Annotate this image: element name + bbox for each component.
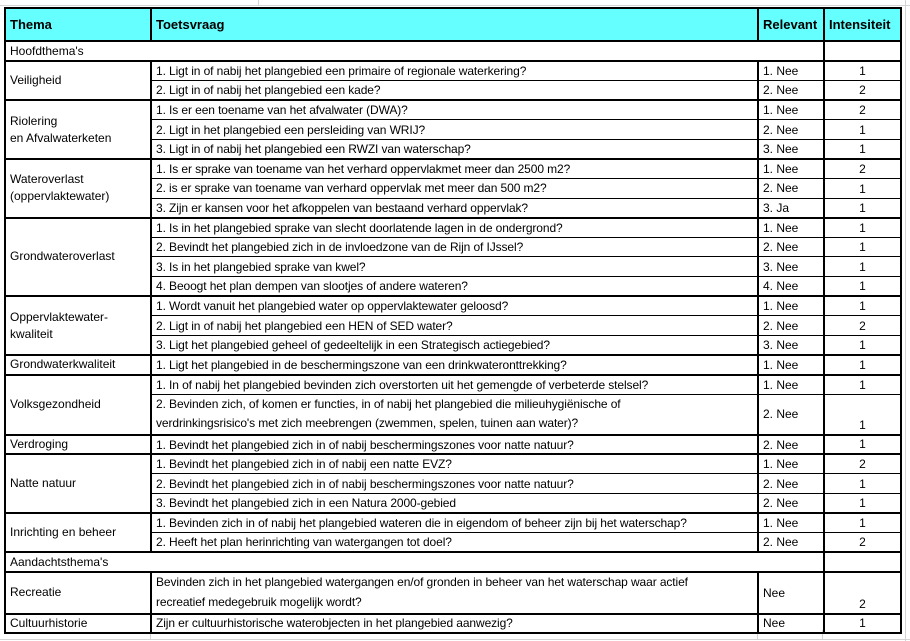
- question-cell[interactable]: 1. Is er een toename van het afvalwater (DWA)?: [151, 100, 758, 120]
- theme-label-line: Inrichting en beheer: [10, 525, 117, 540]
- relevant-cell[interactable]: 3. Nee: [758, 139, 824, 159]
- sheet-gridline-top: [0, 5, 910, 6]
- question-row: [5, 296, 901, 316]
- intensity-cell[interactable]: 1: [824, 120, 901, 140]
- intensity-cell[interactable]: 2: [824, 454, 901, 474]
- intensity-cell[interactable]: 2: [824, 572, 901, 613]
- intensity-cell[interactable]: 1: [824, 394, 901, 435]
- theme-cell[interactable]: [5, 61, 151, 100]
- question-row: [5, 218, 901, 238]
- question-cell[interactable]: 1. Bevindt het plangebied zich in of nabij beschermingszones voor natte natuur?: [151, 435, 758, 455]
- intensity-cell-empty[interactable]: [824, 41, 901, 61]
- theme-label-line: Natte natuur: [10, 476, 77, 491]
- header-row: [5, 8, 901, 41]
- question-cell[interactable]: 3. Bevindt het plangebied zich in een Natura 2000-gebied: [151, 494, 758, 514]
- question-cell[interactable]: 2. Ligt in het plangebied een persleiding van WRIJ?: [151, 120, 758, 140]
- theme-cell[interactable]: [5, 296, 151, 355]
- theme-label-line: Cultuurhistorie: [10, 615, 88, 630]
- intensity-cell[interactable]: 1: [824, 237, 901, 257]
- col-header-thema[interactable]: Thema: [5, 8, 151, 41]
- relevant-cell[interactable]: 2. Nee: [758, 494, 824, 514]
- intensity-cell[interactable]: 1: [824, 179, 901, 199]
- relevant-cell[interactable]: 2. Nee: [758, 474, 824, 494]
- col-header-relevant[interactable]: Relevant: [758, 8, 824, 41]
- question-cell[interactable]: [151, 572, 758, 613]
- sheet-gridline-right: [905, 0, 906, 641]
- theme-cell[interactable]: [5, 355, 151, 375]
- relevant-cell[interactable]: 1. Nee: [758, 100, 824, 120]
- intensity-cell[interactable]: 1: [824, 355, 901, 375]
- intensity-cell-empty[interactable]: [824, 552, 901, 572]
- watertoets-table: [4, 7, 902, 634]
- intensity-cell[interactable]: 2: [824, 533, 901, 553]
- intensity-cell[interactable]: 1: [824, 218, 901, 238]
- theme-cell[interactable]: [5, 159, 151, 218]
- sheet-gridline-bottom: [0, 639, 910, 640]
- question-cell[interactable]: 1. Ligt het plangebied in de beschermingszone van een drinkwateronttrekking?: [151, 355, 758, 375]
- intensity-cell[interactable]: 1: [824, 257, 901, 277]
- theme-label-line: Wateroverlast: [10, 172, 84, 187]
- question-cell[interactable]: 1. Bevinden zich in of nabij het plangebied wateren die in eigendom of beheer zijn bij het waterschap?: [151, 513, 758, 533]
- relevant-cell[interactable]: 2. Nee: [758, 316, 824, 336]
- intensity-cell[interactable]: 1: [824, 61, 901, 81]
- question-row: [5, 159, 901, 179]
- theme-label-line: (oppervlaktewater): [10, 189, 110, 204]
- theme-cell[interactable]: [5, 375, 151, 435]
- theme-cell[interactable]: [5, 454, 151, 513]
- relevant-cell[interactable]: 1. Nee: [758, 159, 824, 179]
- relevant-cell[interactable]: 1. Nee: [758, 296, 824, 316]
- relevant-cell[interactable]: 1. Nee: [758, 218, 824, 238]
- question-row: [5, 435, 901, 455]
- relevant-cell[interactable]: 2. Nee: [758, 394, 824, 435]
- theme-label-line: Grondwaterkwaliteit: [10, 357, 116, 372]
- col-header-toetsvraag[interactable]: Toetsvraag: [151, 8, 758, 41]
- question-cell[interactable]: 3. Ligt het plangebied geheel of gedeeltelijk in een Strategisch actiegebied?: [151, 335, 758, 355]
- question-row: [5, 614, 901, 634]
- question-cell[interactable]: 2. Ligt in of nabij het plangebied een HEN of SED water?: [151, 316, 758, 336]
- question-cell[interactable]: 3. Ligt in of nabij het plangebied een RWZI van waterschap?: [151, 139, 758, 159]
- section-label-cell[interactable]: Hoofdthema's: [5, 41, 824, 61]
- question-text-line: verdrinkingsrisico's met zich meebrengen (zwemmen, spelen, tuinen aan water)?: [156, 416, 579, 431]
- question-cell[interactable]: 1. Is er sprake van toename van het verhard oppervlakmet meer dan 2500 m2?: [151, 159, 758, 179]
- question-cell[interactable]: 2. Heeft het plan herinrichting van watergangen tot doel?: [151, 533, 758, 553]
- intensity-cell[interactable]: 1: [824, 614, 901, 634]
- relevant-cell[interactable]: Nee: [758, 614, 824, 634]
- question-row: [5, 513, 901, 533]
- intensity-cell[interactable]: 1: [824, 139, 901, 159]
- relevant-cell[interactable]: 2. Nee: [758, 179, 824, 199]
- sheet-gridline-col: [258, 0, 259, 6]
- question-cell[interactable]: Zijn er cultuurhistorische waterobjecten in het plangebied aanwezig?: [151, 614, 758, 634]
- question-row: [5, 355, 901, 375]
- theme-cell[interactable]: [5, 614, 151, 634]
- question-cell[interactable]: [151, 394, 758, 435]
- theme-cell[interactable]: [5, 100, 151, 159]
- question-cell[interactable]: 1. Bevindt het plangebied zich in of nabij een natte EVZ?: [151, 454, 758, 474]
- question-row: [5, 61, 901, 81]
- intensity-cell[interactable]: 1: [824, 375, 901, 395]
- theme-cell[interactable]: [5, 572, 151, 613]
- relevant-cell[interactable]: 2. Nee: [758, 120, 824, 140]
- theme-label-line: en Afvalwaterketen: [10, 130, 112, 145]
- question-cell[interactable]: 1. In of nabij het plangebied bevinden zich overstorten uit het gemengde of verbeterde stelsel?: [151, 375, 758, 395]
- relevant-cell[interactable]: 1. Nee: [758, 355, 824, 375]
- intensity-cell[interactable]: 1: [824, 513, 901, 533]
- question-text-line: recreatief medegebruik mogelijk wordt?: [156, 594, 362, 609]
- question-cell[interactable]: 3. Is in het plangebied sprake van kwel?: [151, 257, 758, 277]
- section-row: [5, 41, 901, 61]
- question-cell[interactable]: 2. Bevindt het plangebied zich in de invloedzone van de Rijn of IJssel?: [151, 237, 758, 257]
- table-body: [5, 41, 901, 633]
- intensity-cell[interactable]: 1: [824, 198, 901, 218]
- theme-label-line: Recreatie: [10, 585, 62, 600]
- relevant-cell[interactable]: 2. Nee: [758, 237, 824, 257]
- relevant-cell[interactable]: 2. Nee: [758, 81, 824, 101]
- question-row: [5, 572, 901, 613]
- theme-label-line: Oppervlaktewater-: [10, 309, 109, 324]
- relevant-cell[interactable]: 2. Nee: [758, 435, 824, 455]
- question-row: [5, 375, 901, 395]
- question-cell[interactable]: 1. Ligt in of nabij het plangebied een primaire of regionale waterkering?: [151, 61, 758, 81]
- relevant-cell[interactable]: 3. Nee: [758, 335, 824, 355]
- question-text-line: Bevinden zich in het plangebied watergangen en/of gronden in beheer van het waterschap waar actief: [156, 575, 688, 590]
- question-cell[interactable]: 2. Bevindt het plangebied zich in of nabij beschermingszones voor natte natuur?: [151, 474, 758, 494]
- question-row: [5, 100, 901, 120]
- intensity-cell[interactable]: 2: [824, 81, 901, 101]
- theme-label-line: Grondwateroverlast: [10, 249, 115, 264]
- question-cell[interactable]: 1. Is in het plangebied sprake van slecht doorlatende lagen in de ondergrond?: [151, 218, 758, 238]
- relevant-cell[interactable]: 3. Nee: [758, 257, 824, 277]
- intensity-cell[interactable]: 1: [824, 335, 901, 355]
- question-cell[interactable]: 4. Beoogt het plan dempen van slootjes of andere wateren?: [151, 277, 758, 297]
- relevant-cell[interactable]: 4. Nee: [758, 277, 824, 297]
- intensity-cell[interactable]: 2: [824, 100, 901, 120]
- relevant-cell[interactable]: 1. Nee: [758, 375, 824, 395]
- theme-cell[interactable]: [5, 435, 151, 455]
- relevant-cell[interactable]: 2. Nee: [758, 533, 824, 553]
- section-label-cell[interactable]: Aandachtsthema's: [5, 552, 824, 572]
- intensity-cell[interactable]: 1: [824, 474, 901, 494]
- theme-label-line: Verdroging: [10, 437, 69, 452]
- question-cell[interactable]: 2. Ligt in of nabij het plangebied een kade?: [151, 81, 758, 101]
- intensity-cell[interactable]: 2: [824, 316, 901, 336]
- relevant-cell[interactable]: 1. Nee: [758, 61, 824, 81]
- intensity-cell[interactable]: 1: [824, 494, 901, 514]
- question-text-line: 2. Bevinden zich, of komen er functies, in of nabij het plangebied die milieuhygiënische of: [156, 396, 621, 411]
- col-header-intensiteit[interactable]: Intensiteit: [824, 8, 901, 41]
- theme-label-line: Volksgezondheid: [10, 397, 101, 412]
- theme-label-line: kwaliteit: [10, 326, 53, 341]
- relevant-cell[interactable]: 1. Nee: [758, 454, 824, 474]
- intensity-cell[interactable]: 2: [824, 159, 901, 179]
- theme-label-line: Riolering: [10, 113, 58, 128]
- relevant-cell[interactable]: Nee: [758, 572, 824, 613]
- intensity-cell[interactable]: 1: [824, 277, 901, 297]
- relevant-cell[interactable]: 3. Ja: [758, 198, 824, 218]
- question-cell[interactable]: 3. Zijn er kansen voor het afkoppelen van bestaand verhard oppervlak?: [151, 198, 758, 218]
- question-row: [5, 454, 901, 474]
- question-cell[interactable]: 2. is er sprake van toename van verhard oppervlak met meer dan 500 m2?: [151, 179, 758, 199]
- section-row: [5, 552, 901, 572]
- theme-cell[interactable]: [5, 218, 151, 296]
- theme-cell[interactable]: [5, 513, 151, 552]
- question-cell[interactable]: 1. Wordt vanuit het plangebied water op oppervlaktewater geloosd?: [151, 296, 758, 316]
- intensity-cell[interactable]: 1: [824, 296, 901, 316]
- theme-label-line: Veiligheid: [10, 73, 62, 88]
- intensity-cell[interactable]: 1: [824, 435, 901, 455]
- relevant-cell[interactable]: 1. Nee: [758, 513, 824, 533]
